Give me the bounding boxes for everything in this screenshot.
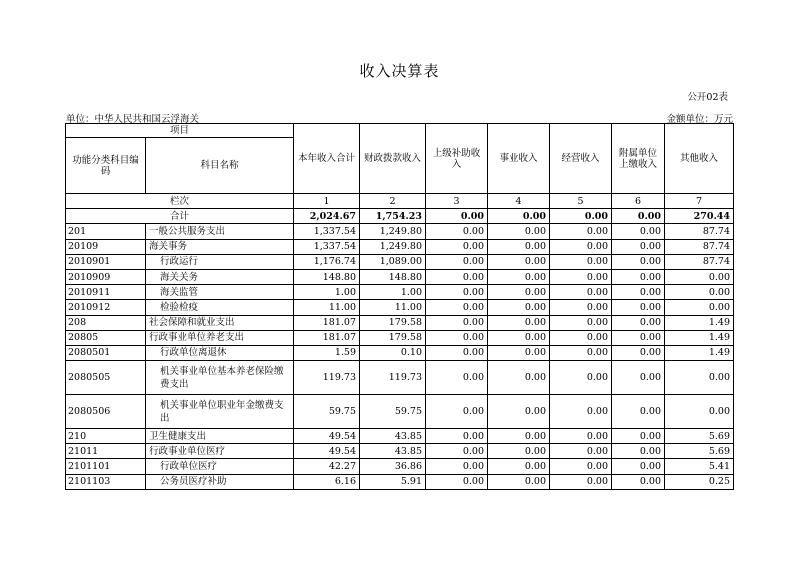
row-value: 36.86 bbox=[360, 459, 426, 474]
row-value: 181.07 bbox=[294, 315, 360, 330]
row-code: 20109 bbox=[66, 239, 146, 254]
row-value: 0.00 bbox=[488, 395, 550, 429]
table-row bbox=[66, 315, 734, 330]
row-value: 0.00 bbox=[612, 315, 665, 330]
row-value: 0.00 bbox=[612, 361, 665, 395]
row-value: 1.00 bbox=[294, 285, 360, 300]
col-num-5: 5 bbox=[550, 194, 612, 209]
money-unit: 金额单位：万元 bbox=[666, 114, 733, 125]
row-value: 179.58 bbox=[360, 330, 426, 345]
row-value: 1.49 bbox=[665, 330, 734, 345]
row-value: 1.59 bbox=[294, 345, 360, 360]
row-subject-name: 行政单位医疗 bbox=[146, 459, 294, 474]
row-value: 0.00 bbox=[550, 224, 612, 239]
row-value: 0.00 bbox=[550, 345, 612, 360]
row-value: 0.00 bbox=[426, 254, 488, 269]
row-code: 20805 bbox=[66, 330, 146, 345]
row-value: 0.00 bbox=[612, 330, 665, 345]
row-value: 1,089.00 bbox=[360, 254, 426, 269]
row-value: 0.00 bbox=[426, 285, 488, 300]
header-subject-name: 科目名称 bbox=[146, 138, 294, 194]
row-value: 0.00 bbox=[426, 239, 488, 254]
row-value: 1,337.54 bbox=[294, 239, 360, 254]
row-value: 5.69 bbox=[665, 444, 734, 459]
table-row bbox=[66, 459, 734, 474]
row-value: 0.00 bbox=[550, 395, 612, 429]
table-row bbox=[66, 300, 734, 315]
header-col-1: 本年收入合计 bbox=[294, 124, 360, 194]
col-num-1: 1 bbox=[294, 194, 360, 209]
row-value: 0.00 bbox=[550, 300, 612, 315]
row-value: 0.00 bbox=[426, 315, 488, 330]
row-value: 0.00 bbox=[488, 300, 550, 315]
row-code: 2080505 bbox=[66, 361, 146, 395]
row-value: 49.54 bbox=[294, 429, 360, 444]
income-table bbox=[65, 123, 734, 490]
row-value: 0.00 bbox=[665, 300, 734, 315]
row-value: 0.00 bbox=[612, 459, 665, 474]
row-code: 21011 bbox=[66, 444, 146, 459]
total-row bbox=[66, 209, 734, 224]
header-col-3: 上级补助收入 bbox=[426, 124, 488, 194]
row-subject-name: 行政事业单位医疗 bbox=[146, 444, 294, 459]
table-row bbox=[66, 395, 734, 429]
row-value: 0.00 bbox=[550, 285, 612, 300]
total-value: 0.00 bbox=[550, 209, 612, 224]
row-value: 0.00 bbox=[426, 444, 488, 459]
row-value: 59.75 bbox=[360, 395, 426, 429]
row-value: 0.00 bbox=[488, 330, 550, 345]
total-value: 2,024.67 bbox=[294, 209, 360, 224]
row-subject-name: 海关事务 bbox=[146, 239, 294, 254]
row-value: 0.00 bbox=[488, 429, 550, 444]
row-code: 208 bbox=[66, 315, 146, 330]
row-value: 0.00 bbox=[550, 429, 612, 444]
row-code: 2010911 bbox=[66, 285, 146, 300]
row-value: 0.00 bbox=[488, 254, 550, 269]
row-value: 5.41 bbox=[665, 459, 734, 474]
reporting-unit: 单位：中华人民共和国云浮海关 bbox=[66, 114, 200, 125]
row-code: 2010901 bbox=[66, 254, 146, 269]
table-row bbox=[66, 444, 734, 459]
row-value: 0.00 bbox=[488, 285, 550, 300]
row-subject-name: 行政事业单位养老支出 bbox=[146, 330, 294, 345]
row-value: 0.00 bbox=[665, 269, 734, 284]
row-subject-name: 机关事业单位职业年金缴费支出 bbox=[146, 395, 294, 429]
row-value: 0.00 bbox=[550, 459, 612, 474]
row-value: 181.07 bbox=[294, 330, 360, 345]
row-value: 0.00 bbox=[426, 395, 488, 429]
row-value: 0.00 bbox=[612, 300, 665, 315]
row-value: 59.75 bbox=[294, 395, 360, 429]
row-value: 0.00 bbox=[426, 361, 488, 395]
row-code: 2101103 bbox=[66, 474, 146, 489]
row-value: 0.00 bbox=[426, 429, 488, 444]
row-value: 0.00 bbox=[612, 444, 665, 459]
table-row bbox=[66, 361, 734, 395]
table-row bbox=[66, 254, 734, 269]
row-subject-name: 海关监管 bbox=[146, 285, 294, 300]
header-col-6: 附属单位上缴收入 bbox=[612, 124, 665, 194]
row-code: 2010909 bbox=[66, 269, 146, 284]
header-row-label: 栏次 bbox=[66, 194, 294, 209]
row-value: 0.00 bbox=[488, 361, 550, 395]
row-value: 0.00 bbox=[612, 285, 665, 300]
row-value: 11.00 bbox=[294, 300, 360, 315]
row-value: 119.73 bbox=[294, 361, 360, 395]
row-value: 43.85 bbox=[360, 444, 426, 459]
row-value: 0.00 bbox=[550, 315, 612, 330]
row-value: 0.00 bbox=[665, 361, 734, 395]
row-value: 0.00 bbox=[426, 300, 488, 315]
row-value: 0.00 bbox=[488, 459, 550, 474]
row-value: 0.00 bbox=[426, 345, 488, 360]
row-value: 0.00 bbox=[550, 361, 612, 395]
total-value: 0.00 bbox=[426, 209, 488, 224]
table-row bbox=[66, 474, 734, 489]
header-col-7: 其他收入 bbox=[665, 124, 734, 194]
row-value: 49.54 bbox=[294, 444, 360, 459]
row-value: 0.00 bbox=[612, 429, 665, 444]
row-subject-name: 行政运行 bbox=[146, 254, 294, 269]
row-subject-name: 社会保障和就业支出 bbox=[146, 315, 294, 330]
row-value: 0.00 bbox=[550, 474, 612, 489]
row-value: 0.00 bbox=[488, 239, 550, 254]
row-value: 0.00 bbox=[488, 224, 550, 239]
row-value: 1,337.54 bbox=[294, 224, 360, 239]
table-row bbox=[66, 429, 734, 444]
row-subject-name: 一般公共服务支出 bbox=[146, 224, 294, 239]
total-value: 270.44 bbox=[665, 209, 734, 224]
total-value: 0.00 bbox=[612, 209, 665, 224]
col-num-4: 4 bbox=[488, 194, 550, 209]
row-value: 0.00 bbox=[550, 330, 612, 345]
row-value: 87.74 bbox=[665, 239, 734, 254]
row-value: 1,176.74 bbox=[294, 254, 360, 269]
row-subject-name: 海关关务 bbox=[146, 269, 294, 284]
row-value: 0.00 bbox=[488, 474, 550, 489]
row-value: 0.00 bbox=[550, 269, 612, 284]
row-value: 0.00 bbox=[426, 330, 488, 345]
row-value: 0.00 bbox=[550, 444, 612, 459]
row-value: 0.00 bbox=[612, 254, 665, 269]
row-value: 1.00 bbox=[360, 285, 426, 300]
row-value: 0.00 bbox=[488, 444, 550, 459]
row-value: 0.00 bbox=[550, 239, 612, 254]
table-row bbox=[66, 285, 734, 300]
row-subject-name: 行政单位离退休 bbox=[146, 345, 294, 360]
col-num-7: 7 bbox=[665, 194, 734, 209]
row-value: 1.49 bbox=[665, 345, 734, 360]
total-label: 合计 bbox=[66, 209, 294, 224]
row-value: 0.00 bbox=[550, 254, 612, 269]
row-code: 2080506 bbox=[66, 395, 146, 429]
row-value: 148.80 bbox=[360, 269, 426, 284]
row-subject-name: 检验检疫 bbox=[146, 300, 294, 315]
row-value: 1.49 bbox=[665, 315, 734, 330]
row-value: 42.27 bbox=[294, 459, 360, 474]
form-number: 公开02表 bbox=[687, 92, 728, 103]
total-value: 0.00 bbox=[488, 209, 550, 224]
row-value: 0.00 bbox=[665, 285, 734, 300]
header-col-2: 财政拨款收入 bbox=[360, 124, 426, 194]
table-row bbox=[66, 269, 734, 284]
row-value: 5.69 bbox=[665, 429, 734, 444]
col-num-3: 3 bbox=[426, 194, 488, 209]
row-code: 2010912 bbox=[66, 300, 146, 315]
row-value: 0.00 bbox=[488, 315, 550, 330]
row-value: 0.00 bbox=[612, 474, 665, 489]
col-num-6: 6 bbox=[612, 194, 665, 209]
table-row bbox=[66, 224, 734, 239]
row-value: 0.00 bbox=[488, 345, 550, 360]
row-value: 0.10 bbox=[360, 345, 426, 360]
row-value: 11.00 bbox=[360, 300, 426, 315]
row-value: 1,249.80 bbox=[360, 239, 426, 254]
row-value: 0.25 bbox=[665, 474, 734, 489]
row-value: 0.00 bbox=[426, 459, 488, 474]
row-value: 87.74 bbox=[665, 224, 734, 239]
row-value: 0.00 bbox=[612, 239, 665, 254]
header-col-4: 事业收入 bbox=[488, 124, 550, 194]
row-value: 0.00 bbox=[612, 345, 665, 360]
page-title: 收入决算表 bbox=[359, 62, 440, 80]
row-value: 0.00 bbox=[488, 269, 550, 284]
table-row bbox=[66, 239, 734, 254]
row-value: 6.16 bbox=[294, 474, 360, 489]
header-func-code: 功能分类科目编码 bbox=[66, 138, 146, 194]
row-value: 0.00 bbox=[426, 269, 488, 284]
header-col-5: 经营收入 bbox=[550, 124, 612, 194]
table-row bbox=[66, 330, 734, 345]
row-value: 5.91 bbox=[360, 474, 426, 489]
header-item: 项目 bbox=[66, 124, 294, 138]
row-value: 0.00 bbox=[612, 224, 665, 239]
row-code: 201 bbox=[66, 224, 146, 239]
row-subject-name: 机关事业单位基本养老保险缴费支出 bbox=[146, 361, 294, 395]
row-subject-name: 卫生健康支出 bbox=[146, 429, 294, 444]
table-row bbox=[66, 345, 734, 360]
row-value: 43.85 bbox=[360, 429, 426, 444]
row-value: 148.80 bbox=[294, 269, 360, 284]
row-value: 119.73 bbox=[360, 361, 426, 395]
row-code: 210 bbox=[66, 429, 146, 444]
col-num-2: 2 bbox=[360, 194, 426, 209]
row-code: 2080501 bbox=[66, 345, 146, 360]
row-value: 0.00 bbox=[612, 269, 665, 284]
total-value: 1,754.23 bbox=[360, 209, 426, 224]
row-value: 87.74 bbox=[665, 254, 734, 269]
row-code: 2101101 bbox=[66, 459, 146, 474]
row-value: 0.00 bbox=[612, 395, 665, 429]
row-subject-name: 公务员医疗补助 bbox=[146, 474, 294, 489]
row-value: 0.00 bbox=[426, 224, 488, 239]
row-value: 1,249.80 bbox=[360, 224, 426, 239]
row-value: 0.00 bbox=[665, 395, 734, 429]
row-value: 179.58 bbox=[360, 315, 426, 330]
row-value: 0.00 bbox=[426, 474, 488, 489]
